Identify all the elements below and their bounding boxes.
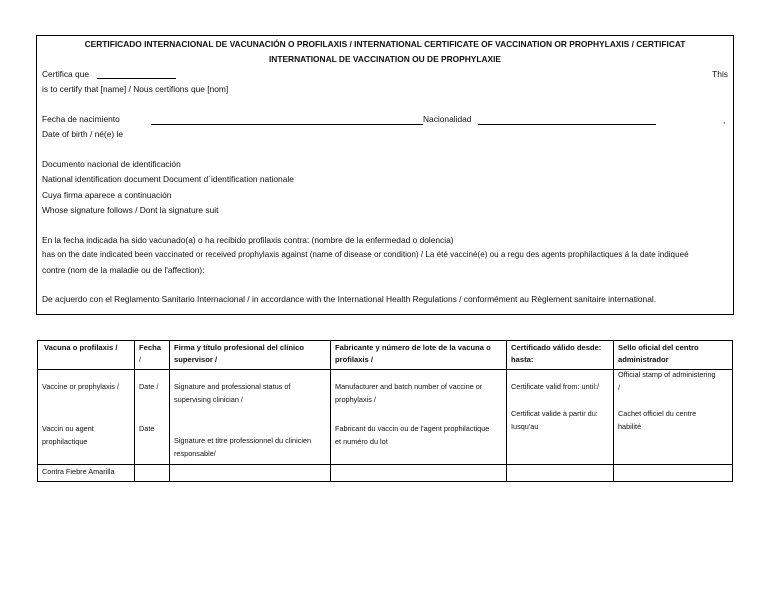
title-line-2: INTERNATIONAL DE VACCINATION OU DE PROPHYLAXIE (268, 54, 502, 64)
regulations-text: De acjuerdo con el Reglamento Sanitario Internacional / in accordance with the International Health Regulations / conformément au Règlement sanitaire international. (42, 294, 657, 304)
doc-label-en-fr: National identification document Document d´identification nationale (42, 174, 294, 184)
certify-line: is to certify that [name] / Nous certifions que [nom] (42, 84, 229, 94)
header-vaccine-label: Vacuna o profilaxis / (44, 343, 118, 352)
certificate-box (36, 35, 734, 315)
cell-yellow-fever[interactable] (38, 465, 135, 482)
nationality-line[interactable] (478, 114, 656, 125)
vaccinated-label-en-fr: has on the date indicated been vaccinated or received prophylaxis against (name of disease or condition) / La été vacciné(e) ou a regu des agents prophilactiques á la date indiqueé (42, 250, 689, 259)
vaccine-en: Vaccine or prophylaxis / (42, 382, 119, 391)
comma: , (723, 115, 726, 125)
title-line-1: CERTIFICADO INTERNACIONAL DE VACUNACIÓN O PROFILAXIS / INTERNATIONAL CERTIFICATE OF VACCINATION OR PROPHYLAXIS / CERTIFICAT (84, 39, 686, 49)
cell-empty[interactable] (170, 465, 331, 482)
header-stamp-label-2: administrador (618, 355, 669, 364)
cell-valid[interactable] (507, 370, 614, 465)
certifica-que-label: Certifica que (42, 69, 90, 79)
signature-fr-2: responsable/ (174, 449, 216, 458)
header-date-label: Fecha (139, 343, 161, 352)
signature-label-es: Cuya firma aparece a continuación (42, 190, 172, 200)
cell-empty[interactable] (331, 465, 507, 482)
doc-label-es: Documento nacional de identificación (42, 159, 181, 169)
dob-label: Date of birth / né(e) le (42, 129, 123, 139)
header-valid-label-1: Certificado válido desde: (511, 343, 602, 352)
cell-signature[interactable] (170, 370, 331, 465)
header-valid-label-2: hasta: (511, 355, 534, 364)
vaccine-fr-1: Vaccin ou agent (42, 424, 94, 433)
cell-empty[interactable] (135, 465, 170, 482)
cell-empty[interactable] (614, 465, 733, 482)
signature-label-en-fr: Whose signature follows / Dont la signature suit (42, 205, 219, 215)
header-date (135, 341, 170, 370)
manufacturer-en-2: prophylaxis / (335, 395, 376, 404)
valid-fr-2: Iusqu'au (511, 422, 539, 431)
nacionalidad-label: Nacionalidad (423, 114, 472, 124)
signature-en-2: supervising clinician / (174, 395, 243, 404)
certificate-title (37, 37, 733, 67)
cell-empty[interactable] (507, 465, 614, 482)
stamp-fr-2: habilité (618, 422, 642, 431)
valid-en: Certificate valid from: until:/ (511, 382, 599, 391)
header-signature-label-1: Firma y título profesional del clínico (174, 343, 304, 352)
header-vaccine (38, 341, 135, 370)
vaccination-table (37, 340, 733, 482)
manufacturer-fr-1: Fabricant du vaccin ou de l'agent prophilactique (335, 424, 490, 433)
header-valid (507, 341, 614, 370)
vaccinated-label-es: En la fecha indicada ha sido vacunado(a) o ha recibido profilaxis contra: (nombre de la enfermedad o dolencia) (42, 235, 454, 245)
table-header-row (38, 341, 733, 370)
header-manufacturer-label-2: profilaxis / (335, 355, 373, 364)
birth-date-line[interactable] (151, 114, 423, 125)
header-stamp (614, 341, 733, 370)
header-signature-label-2: supervisor / (174, 355, 218, 364)
header-signature (170, 341, 331, 370)
table-row (38, 370, 733, 465)
manufacturer-en-1: Manufacturer and batch number of vaccine or (335, 382, 483, 391)
stamp-en-1: Official stamp of administering (618, 370, 716, 379)
cell-date[interactable] (135, 370, 170, 465)
header-manufacturer-label-1: Fabricante y número de lote de la vacuna o (335, 343, 491, 352)
cell-vaccine[interactable] (38, 370, 135, 465)
yellow-fever-label: Contra Fiebre Amarilla (42, 467, 115, 476)
date-fr: Date (139, 424, 155, 433)
vaccinated-label-fr: contre (nom de la maladie ou de l'affection): (42, 265, 205, 275)
valid-fr-1: Certificat valide à partir du: (511, 409, 598, 418)
fecha-nacimiento-label: Fecha de nacimiento (42, 114, 120, 124)
table-row (38, 465, 733, 482)
signature-en-1: Signature and professional status of (174, 382, 291, 391)
name-line[interactable] (97, 68, 176, 79)
date-en: Date / (139, 382, 159, 391)
header-manufacturer (331, 341, 507, 370)
cell-stamp[interactable] (614, 370, 733, 465)
stamp-en-2: / (618, 383, 621, 392)
signature-fr-1: Signature et titre professionnel du clinicien (174, 436, 312, 445)
manufacturer-fr-2: et numéro du lot (335, 437, 388, 446)
this-label: This (712, 69, 728, 79)
stamp-fr-1: Cachet officiel du centre (618, 409, 697, 418)
header-date-slash: / (139, 355, 142, 364)
vaccine-fr-2: prophilactique (42, 437, 88, 446)
cell-manufacturer[interactable] (331, 370, 507, 465)
header-stamp-label-1: Sello oficial del centro (618, 343, 699, 352)
